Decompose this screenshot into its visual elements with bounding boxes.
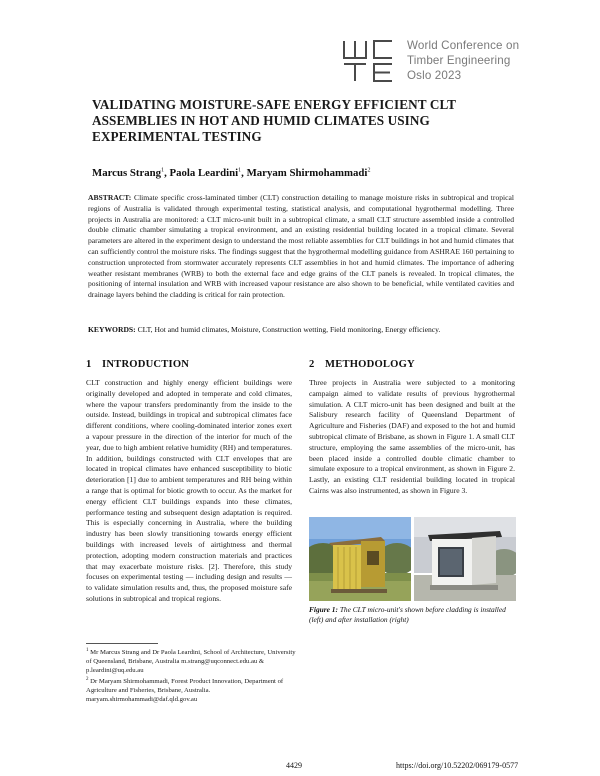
abstract <box>88 193 514 301</box>
footnote-mark: 2 <box>86 677 89 683</box>
affiliation-mark: 1 <box>238 167 242 174</box>
author-name: Paola Leardini <box>169 167 239 179</box>
footnote <box>86 646 296 675</box>
conference-name <box>407 38 519 83</box>
section-title: METHODOLOGY <box>325 359 415 370</box>
photo-before-cladding <box>309 517 411 601</box>
footnote-divider <box>86 643 158 644</box>
author-name: Marcus Strang <box>92 167 162 179</box>
figure-label: Figure 1: <box>309 605 338 614</box>
footnote-mark: 1 <box>86 648 89 653</box>
abstract-label: ABSTRACT: <box>88 193 132 202</box>
footnote-text: Dr Maryam Shirmohammadi, Forest Product Innovation, Department of Agriculture and Fisheries, Brisbane, Australia. maryam.shirmohammadi@daf.qld.gov.au <box>86 678 284 704</box>
figure-1-caption <box>309 605 515 625</box>
section-number: 1 <box>86 359 92 370</box>
photo-after-cladding <box>414 517 516 601</box>
conference-line-3: Oslo 2023 <box>407 69 462 82</box>
keywords <box>88 325 514 336</box>
paper-title: VALIDATING MOISTURE-SAFE ENERGY EFFICIENT CLT ASSEMBLIES IN HOT AND HUMID CLIMATES USING EXPERIMENTAL TESTING <box>92 97 456 144</box>
conference-line-2: Timber Engineering <box>407 54 511 67</box>
footnotes <box>86 646 296 704</box>
section-number: 2 <box>309 359 315 370</box>
figure-1-photos <box>309 517 516 601</box>
abstract-text: Climate specific cross-laminated timber (CLT) construction detailing to manage moisture risks in subtropical and tropical regions of Australia is validated through experimental testing, statistical analysis, and computational hygrothermal modelling. Three projects in Australia are monitored: a CLT micro-unit built in a subtropical climate, a small CLT structure assembled inside a controlled double climatic chamber simulating a tropical environment, and an existing residential building located in a tropical climate. Several parameters are altered in the experiment design to understand the most reliable assemblies for CLT buildings in hot and humid climates that can sufficiently control the moisture risks. The findings suggest that the hygrothermal modelling guidance from ASHRAE 160 pertaining to construction unprotected from stormwater accurately represents CLT assemblies in hot and humid climates. The importance of adhering weather resistant membranes (WRB) to both the external face and edge grains of the CLT panels is revealed. In tropical climates, the positioning of internal insulation and WRB with increased vapour resistance are also shown to be beneficial, while ventilated cavities and drainage layers behind the cladding is critical for rain protection. <box>88 193 514 300</box>
section-heading-methodology <box>309 359 415 370</box>
introduction-body: CLT construction and highly energy efficient buildings were originally developed and adopted in temperate and cold climates, where the vapour transfers predominantly from the inside to the outside. Instead, buildings in tropical and subtropical climates face different conditions, where cooling-dominated interior zones exert a vapour pressure in the direction of the interior for much of the year, due to high ambient relative humidity (RH) and temperatures. In addition, buildings constructed with CLT envelopes that are located in tropical climates have enhanced susceptibility to biotic deterioration [1] due to ambient temperatures and RH being within a range that is optimal for biotic growth to occur. As the market for energy efficient CLT buildings expands into these climates, performance testing and subsequent design adaptation is required. This is especially concerning in Australia, where the building industry has been slowly transitioning towards energy efficient buildings with increased levels of airtightness and thermal protection, adopting modern construction materials and practices that may exacerbate moisture risks. [2]. Therefore, this study focuses on experimental testing — including design and results — to validate simulation results and, thus, the proposed moisture safe solutions in subtropical and tropical regions. <box>86 378 292 603</box>
wcte-logo-icon <box>342 38 398 84</box>
affiliation-mark: 1 <box>161 167 165 174</box>
footnote <box>86 675 296 704</box>
affiliation-mark: 2 <box>367 167 371 174</box>
conference-line-1: World Conference on <box>407 39 520 52</box>
section-title: INTRODUCTION <box>102 359 190 370</box>
author-name: Maryam Shirmohammadi <box>246 167 368 179</box>
keywords-text: CLT, Hot and humid climates, Moisture, Construction wetting, Field monitoring, Energy efficiency. <box>137 325 441 334</box>
footnote-text: Mr Marcus Strang and Dr Paola Leardini, School of Architecture, University of Queensland, Brisbane, Australia m.strang@uqconnect.edu.au & p.leardini@uq.edu.au <box>86 649 296 675</box>
section-heading-introduction <box>86 359 189 370</box>
keywords-label: KEYWORDS: <box>88 325 136 334</box>
caption-text: The CLT micro-unit's shown before cladding is installed (left) and after installation (right) <box>309 605 506 624</box>
doi-link[interactable]: https://doi.org/10.52202/069179-0577 <box>396 761 519 770</box>
methodology-body: Three projects in Australia were subjected to a monitoring campaign aimed to validate results of previous hygrothermal simulation. A CLT micro-unit has been designed and built at the Salisbury research facility of Queensland Department of Agriculture and Fisheries (DAF) and exposed to the hot and humid subtropical climate of Brisbane, as shown in Figure 1. A small CLT structure, employing the same assemblies of the micro-unit, has been placed inside a controlled double climatic chamber to simulate exposure to a tropical environment, as shown in Figure 2. Lastly, an existing CLT residential building located in tropical Cairns was also instrumented, as shown in Figure 3. <box>309 378 515 495</box>
author-list: Marcus Strang$^1$, Paola Leardini$^1$, Maryam Shirmohammadi$^2$ <box>92 167 371 179</box>
page-number: 4429 <box>286 761 302 770</box>
